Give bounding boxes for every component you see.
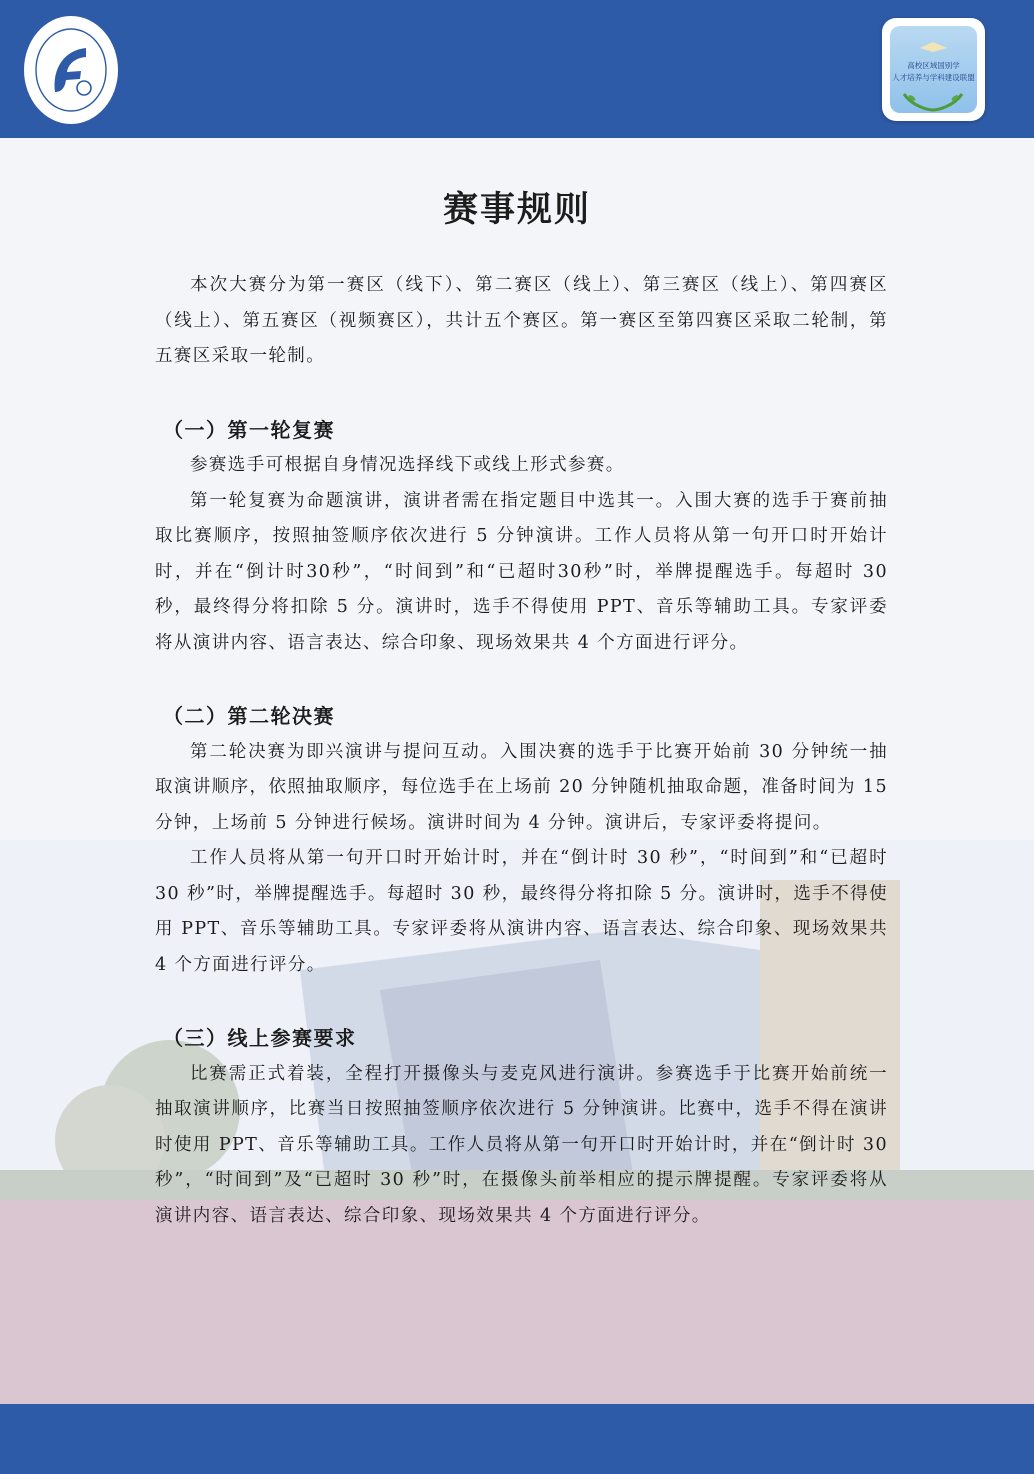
alliance-logo xyxy=(882,18,985,121)
section-heading-online-requirements: （三）线上参赛要求 xyxy=(163,1026,357,1050)
intro-paragraph: 本次大赛分为第一赛区（线下）、第二赛区（线上）、第三赛区（线上）、第四赛区（线上）、第五赛区（视频赛区），共计五个赛区。第一赛区至第四赛区采取二轮制，第五赛区采取一轮制。 xyxy=(155,275,888,366)
header-band xyxy=(0,0,1034,138)
footer-band xyxy=(0,1404,1034,1474)
section-paragraph: 第一轮复赛为命题演讲，演讲者需在指定题目中选其一。入围大赛的选手于赛前抽取比赛顺序，按照抽签顺序依次进行 5 分钟演讲。工作人员将从第一句开口时开始计时，并在“倒计时30秒”，“时间到”和“已超时30秒”时，举牌提醒选手。每超时 30 秒，最终得分将扣除 5 分。演讲时，选手不得使用 PPT、音乐等辅助工具。专家评委将从演讲内容、语言表达、综合印象、现场效果共 4 个方面进行评分。 xyxy=(155,490,888,653)
alliance-name-line1: 高校区域国别学 xyxy=(907,61,960,70)
rules-content xyxy=(155,268,888,1234)
school-logo xyxy=(22,14,120,126)
alliance-name-line2: 人才培养与学科建设联盟 xyxy=(892,73,975,82)
section-paragraph: 参赛选手可根据自身情况选择线下或线上形式参赛。 xyxy=(190,455,625,475)
section-heading-round-two: （二）第二轮决赛 xyxy=(163,704,335,728)
section-heading-round-one: （一）第一轮复赛 xyxy=(163,417,335,442)
page-title: 赛事规则 xyxy=(442,189,591,230)
section-paragraph: 第二轮决赛为即兴演讲与提问互动。入围决赛的选手于比赛开始前 30 分钟统一抽取演讲顺序，依照抽取顺序，每位选手在上场前 20 分钟随机抽取命题，准备时间为 15 分钟，上场前 5 分钟进行候场。演讲时间为 4 分钟。演讲后，专家评委将提问。 xyxy=(155,741,888,833)
section-paragraph: 工作人员将从第一句开口时开始计时，并在“倒计时 30 秒”，“时间到”和“已超时 30 秒”时，举牌提醒选手。每超时 30 秒，最终得分将扣除 5 分。演讲时，选手不得使用 PPT、音乐等辅助工具。专家评委将从演讲内容、语言表达、综合印象、现场效果共 4 个方面进行评分。 xyxy=(155,848,888,975)
section-paragraph: 比赛需正式着装，全程打开摄像头与麦克风进行演讲。参赛选手于比赛开始前统一抽取演讲顺序，比赛当日按照抽签顺序依次进行 5 分钟演讲。比赛中，选手不得在演讲时使用 PPT、音乐等辅助工具。工作人员将从第一句开口时开始计时，并在“倒计时 30 秒”，“时间到”及“已超时 30 秒”时，在摄像头前举相应的提示牌提醒。专家评委将从演讲内容、语言表达、综合印象、现场效果共 4 个方面进行评分。 xyxy=(155,1063,888,1226)
